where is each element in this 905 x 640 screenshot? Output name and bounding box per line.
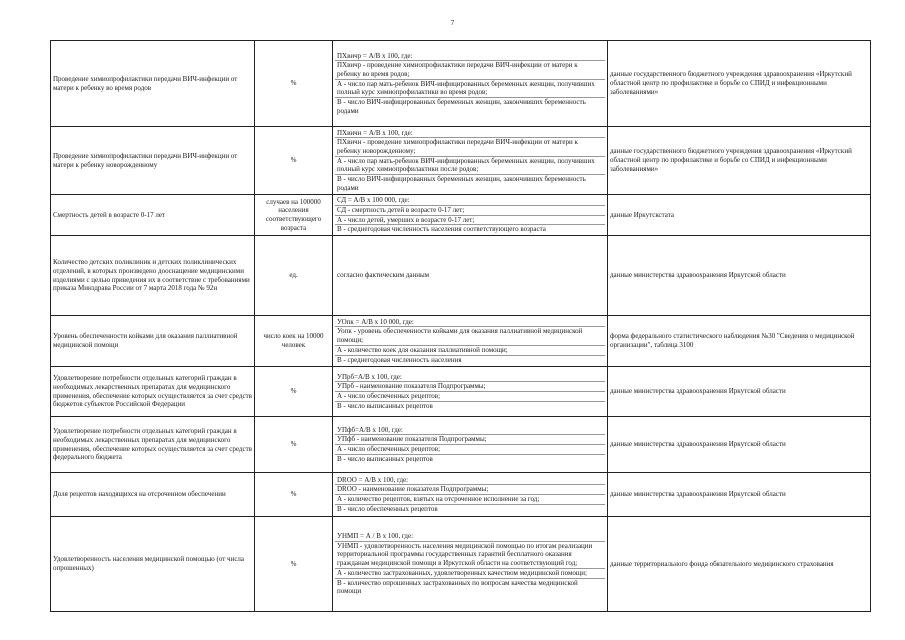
- formula-line: А - количество рецептов, взятых на отсроченное исполнение за год;: [335, 494, 605, 504]
- formula-line: А - число детей, умерших в возрасте 0-17 лет;: [335, 215, 605, 225]
- indicator-unit: %: [255, 417, 333, 473]
- formula-line: СД = А/В х 100 000, где:: [337, 196, 410, 205]
- table-row: [51, 195, 871, 236]
- formula-line: УНМП - удовлетворенность населения медицинской помощью по итогам реализации территориальной программы государственных гарантий бесплатного оказания гражданам медицинской помощи в Иркутской области на соответствующий год;: [335, 541, 605, 568]
- table-row: [51, 473, 871, 517]
- indicator-name: Проведение химиопрофилактики передачи ВИЧ-инфекции от матери к ребенку новорожденному: [51, 127, 255, 195]
- indicator-source: данные министерства здравоохранения Иркутской области: [608, 236, 871, 316]
- indicator-formula: [333, 236, 608, 316]
- indicator-name: Количество детских поликлиник и детских поликлинических отделений, в которых произведено дооснащение медицинскими изделиями с целью приведения их в соответствие с требованиями приказа Минздрава России от 7 марта 2018 года № 92н: [51, 236, 255, 316]
- formula-line: В - число ВИЧ-инфицированных беременных женщин, закончивших беременность родами: [335, 174, 605, 192]
- indicator-unit: %: [255, 473, 333, 517]
- indicator-unit: %: [255, 127, 333, 195]
- indicator-source: форма федерального статистического наблюдения №30 "Сведения о медицинской организации", таблица 3100: [608, 316, 871, 367]
- formula-line: DROO = А/В х 100, где:: [337, 475, 409, 484]
- table-row: [51, 127, 871, 195]
- formula-line: В - среднегодовая численность населения: [335, 355, 605, 365]
- formula-line: согласно фактическим данным: [337, 271, 430, 280]
- table-row: [51, 367, 871, 417]
- indicator-formula: [333, 41, 608, 127]
- formula-line: В - количество опрошенных застрахованных по вопросам качества медицинской помощи: [335, 578, 605, 596]
- formula-line: ПХвичр = А/В х 100, где:: [337, 51, 413, 60]
- formula-line: В - число выписанных рецептов: [335, 401, 605, 411]
- table-row: [51, 236, 871, 316]
- indicator-source: данные министерства здравоохранения Иркутской области: [608, 367, 871, 417]
- page-number: 7: [450, 19, 455, 27]
- formula-line: В - число ВИЧ-инфицированных беременных женщин, закончивших беременность родами: [335, 97, 605, 115]
- formula-line: А - число обеспеченных рецептов;: [335, 444, 605, 454]
- table-row: [51, 517, 871, 612]
- formula-line: УНМП = А / В х 100, где:: [337, 532, 414, 541]
- indicator-formula: [333, 473, 608, 517]
- formula-line: УПрб - наименование показателя Подпрограммы;: [335, 381, 605, 391]
- indicators-table: [50, 40, 871, 612]
- indicator-source: данные министерства здравоохранения Иркутской области: [608, 473, 871, 517]
- indicator-formula: [333, 517, 608, 612]
- formula-line: УПфб=А/В х 100, где:: [337, 425, 403, 434]
- formula-line: ПХвичр - проведение химиопрофилактики передачи ВИЧ-инфекции от матери к ребенку во время родов;: [335, 60, 605, 78]
- indicator-formula: [333, 417, 608, 473]
- formula-line: ПХвичн - проведение химиопрофилактики передачи ВИЧ-инфекции от матери к ребенку новорожденному;: [335, 137, 605, 155]
- indicator-source: данные государственного бюджетного учреждения здравоохранения «Иркутский областной центр по профилактике и борьбе со СПИД и инфекционными заболеваниями»: [608, 127, 871, 195]
- formula-line: ПХвичн = А/В х 100, где:: [337, 128, 413, 137]
- table-row: [51, 316, 871, 367]
- formula-line: Уопк - уровень обеспеченности койками для оказания паллиативной медицинской помощи;: [335, 326, 605, 344]
- indicator-source: данные министерства здравоохранения Иркутской области: [608, 417, 871, 473]
- indicator-formula: [333, 127, 608, 195]
- formula-line: УПфб - наименование показателя Подпрограммы;: [335, 434, 605, 444]
- indicator-unit: %: [255, 367, 333, 417]
- formula-line: А - количество застрахованных, удовлетворенных качеством медицинской помощи;: [335, 568, 605, 578]
- formula-line: УОпк = А/В х 10 000, где:: [337, 317, 414, 326]
- indicator-name: Уровень обеспеченности койками для оказания паллиативной медицинской помощи: [51, 316, 255, 367]
- formula-line: А - число обеспеченных рецептов;: [335, 391, 605, 401]
- indicator-formula: [333, 316, 608, 367]
- formula-line: В - среднегодовая численность населения соответствующего возраста: [335, 224, 605, 234]
- indicator-name: Доля рецептов находящихся на отсроченном обеспечении: [51, 473, 255, 517]
- formula-line: УПрб=А/В х 100, где:: [337, 372, 402, 381]
- indicator-unit: число коек на 10000 человек: [255, 316, 333, 367]
- indicator-source: данные государственного бюджетного учреждения здравоохранения «Иркутский областной центр по профилактике и борьбе со СПИД и инфекционными заболеваниями»: [608, 41, 871, 127]
- indicator-name: Смертность детей в возрасте 0-17 лет: [51, 195, 255, 236]
- indicator-source: данные территориального фонда обязательного медицинского страхования: [608, 517, 871, 612]
- formula-line: В - число обеспеченных рецептов: [335, 504, 605, 514]
- table-row: [51, 417, 871, 473]
- indicator-unit: случаев на 100000 населения соответствующего возраста: [255, 195, 333, 236]
- table-row: [51, 41, 871, 127]
- indicator-formula: [333, 367, 608, 417]
- indicator-name: Удовлетворение потребности отдельных категорий граждан в необходимых лекарственных препаратах для медицинского применения, обеспечение которых осуществляется за счет средств бюджетов субъектов Российской Федерации: [51, 367, 255, 417]
- indicator-name: Удовлетворение потребности отдельных категорий граждан в необходимых лекарственных препаратах для медицинского применения, обеспечение которых осуществляется за счет средств федерального бюджета: [51, 417, 255, 473]
- formula-line: СД - смертность детей в возрасте 0-17 лет;: [335, 205, 605, 215]
- formula-line: В - число выписанных рецептов: [335, 454, 605, 464]
- indicator-formula: [333, 195, 608, 236]
- indicator-unit: ед.: [255, 236, 333, 316]
- formula-line: А - число пар мать-ребенок ВИЧ-инфицированных беременных женщин, получивших полный курс химиопрофилактики во время родов;: [335, 79, 605, 97]
- formula-line: DROO - наименование показателя Подпрограммы;: [335, 484, 605, 494]
- indicator-name: Удовлетворенность населения медицинской помощью (от числа опрошенных): [51, 517, 255, 612]
- indicator-name: Проведение химиопрофилактики передачи ВИЧ-инфекции от матери к ребенку во время родов: [51, 41, 255, 127]
- indicator-unit: %: [255, 517, 333, 612]
- indicator-unit: %: [255, 41, 333, 127]
- formula-line: А - количество коек для оказания паллиативной помощи;: [335, 345, 605, 355]
- formula-line: А - число пар мать-ребенок ВИЧ-инфицированных беременных женщин, получивших полный курс химиопрофилактики после родов;: [335, 156, 605, 174]
- indicator-source: данные Иркутскстата: [608, 195, 871, 236]
